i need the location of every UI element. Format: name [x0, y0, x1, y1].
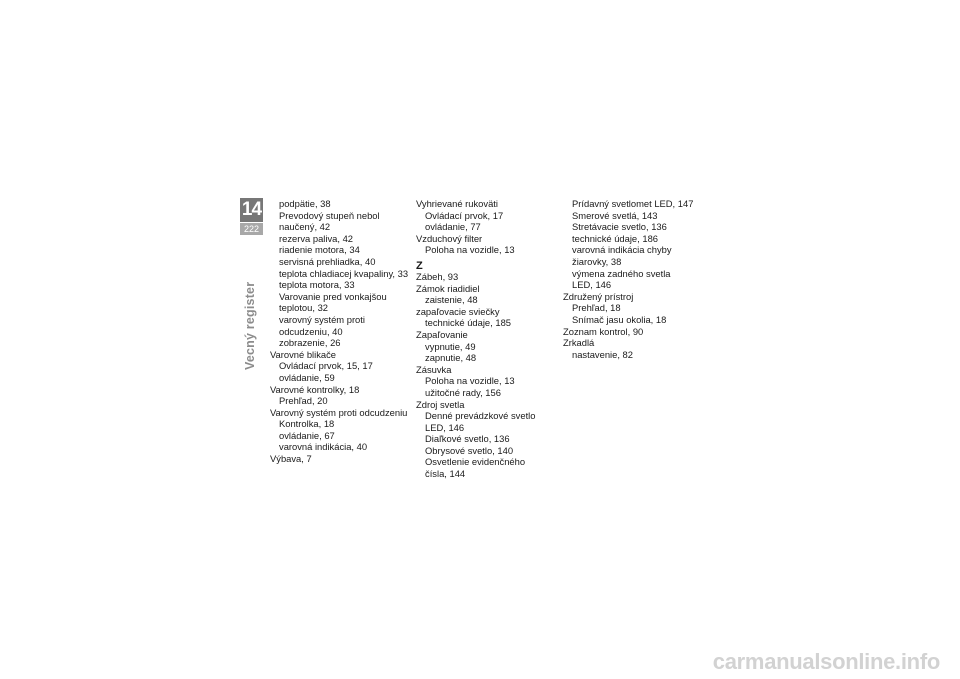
- index-subentry: Varovanie pred vonkajšou: [279, 290, 387, 302]
- index-subentry: zobrazenie, 26: [279, 337, 341, 349]
- index-entry: zapaľovacie sviečky: [416, 305, 500, 317]
- index-subentry: servisná prehliadka, 40: [279, 255, 376, 267]
- index-subentry: teplotou, 32: [279, 302, 328, 314]
- index-subentry: LED, 146: [572, 279, 612, 291]
- index-letter-heading: Z: [416, 259, 423, 272]
- index-entry: Vzduchový filter: [416, 232, 483, 244]
- index-subentry: odcudzeniu, 40: [279, 325, 343, 337]
- index-subentry: Ovládací prvok, 15, 17: [279, 360, 373, 372]
- index-entry: Zdroj svetla: [416, 398, 465, 410]
- watermark: carmanualsonline.info: [712, 649, 940, 674]
- chapter-number: 14: [241, 199, 262, 220]
- index-subentry: ovládanie, 67: [279, 429, 335, 441]
- index-subentry: LED, 146: [425, 421, 465, 433]
- index-subentry: zapnutie, 48: [425, 352, 477, 364]
- index-subentry: užitočné rady, 156: [425, 386, 501, 398]
- index-subentry: podpätie, 38: [279, 198, 331, 209]
- index-subentry: varovná indikácia, 40: [279, 441, 368, 453]
- index-subentry: varovný systém proti: [279, 313, 365, 325]
- index-subentry: žiarovky, 38: [572, 255, 622, 267]
- index-entry: Zoznam kontrol, 90: [563, 325, 644, 337]
- index-entry: Zrkadlá: [563, 337, 595, 349]
- index-entry: Zásuvka: [416, 363, 452, 375]
- index-entry: Zábeh, 93: [416, 270, 459, 282]
- index-column-1: [270, 198, 415, 465]
- index-subentry: Ovládací prvok, 17: [425, 209, 504, 221]
- index-column-3: [563, 198, 708, 360]
- index-subentry: ovládanie, 59: [279, 371, 335, 383]
- index-subentry: Snímač jasu okolia, 18: [572, 313, 667, 325]
- index-subentry: Denné prevádzkové svetlo: [425, 410, 536, 422]
- index-entry: Vyhrievané rukoväti: [416, 198, 498, 209]
- index-subentry: teplota chladiacej kvapaliny, 33: [279, 267, 409, 279]
- index-entry: Varovné blikače: [270, 348, 337, 360]
- index-subentry: ovládanie, 77: [425, 221, 481, 233]
- index-subentry: varovná indikácia chyby: [572, 244, 672, 256]
- index-subentry: Prehľad, 18: [572, 302, 621, 314]
- index-entry: Varovné kontrolky, 18: [270, 383, 360, 395]
- index-subentry: Obrysové svetlo, 140: [425, 444, 514, 456]
- section-title: Vecný register: [243, 281, 257, 370]
- index-entry: Varovný systém proti odcudzeniu: [270, 406, 408, 418]
- index-subentry: čísla, 144: [425, 468, 466, 480]
- page-number: 222: [240, 223, 263, 235]
- index-subentry: technické údaje, 185: [425, 317, 512, 329]
- index-subentry: Poloha na vozidle, 13: [425, 375, 515, 387]
- index-subentry: nastavenie, 82: [572, 348, 633, 360]
- index-subentry: zaistenie, 48: [425, 294, 478, 306]
- index-entry: Výbava, 7: [270, 453, 312, 465]
- index-subentry: Osvetlenie evidenčného: [425, 456, 526, 468]
- index-column-2: [416, 198, 561, 480]
- index-subentry: rezerva paliva, 42: [279, 232, 353, 244]
- index-entry: Zapaľovanie: [416, 328, 468, 340]
- index-subentry: Diaľkové svetlo, 136: [425, 433, 510, 445]
- index-subentry: Prídavný svetlomet LED, 147: [572, 198, 694, 209]
- index-subentry: riadenie motora, 34: [279, 244, 360, 256]
- index-subentry: Stretávacie svetlo, 136: [572, 221, 667, 233]
- chapter-tab: [240, 198, 263, 235]
- index-subentry: Prevodový stupeň nebol: [279, 209, 380, 221]
- index-entry: Združený prístroj: [563, 290, 634, 302]
- index-subentry: vypnutie, 49: [425, 340, 476, 352]
- index-subentry: naučený, 42: [279, 221, 331, 233]
- index-subentry: Prehľad, 20: [279, 395, 328, 407]
- index-subentry: Poloha na vozidle, 13: [425, 244, 515, 256]
- index-entry: Zámok riadidiel: [416, 282, 480, 294]
- index-subentry: teplota motora, 33: [279, 279, 355, 291]
- index-subentry: technické údaje, 186: [572, 232, 659, 244]
- index-subentry: výmena zadného svetla: [572, 267, 671, 279]
- index-subentry: Smerové svetlá, 143: [572, 209, 658, 221]
- index-subentry: Kontrolka, 18: [279, 418, 335, 430]
